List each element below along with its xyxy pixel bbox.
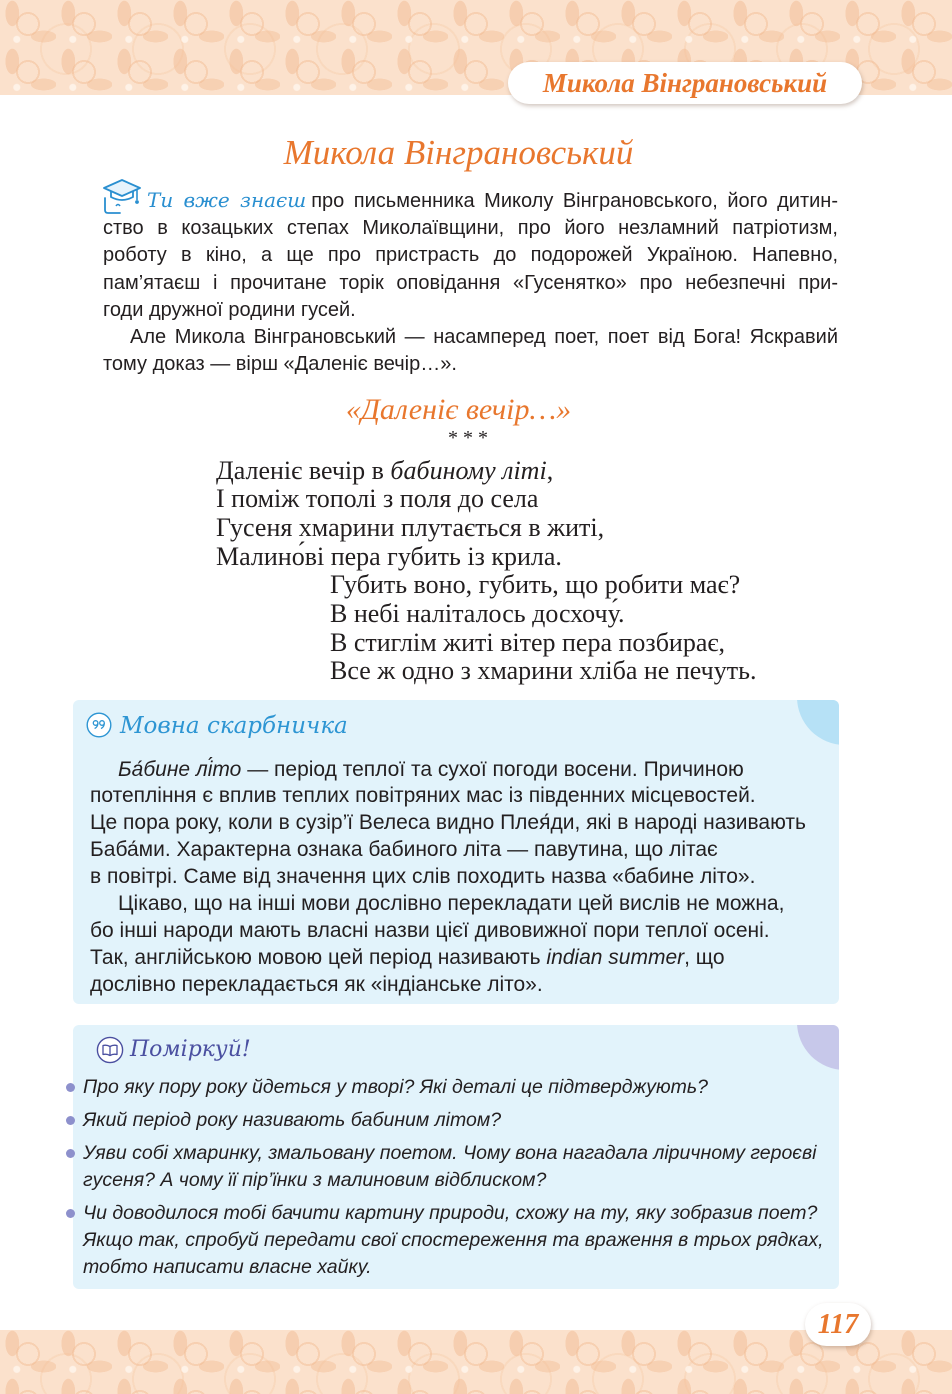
- question-line: гусеня? А чому її пір’їнки з малиновим відблиском?: [83, 1168, 547, 1191]
- question-line: Уяви собі хмаринку, змальовану поетом. Чому вона нагадала ліричному героєві: [83, 1141, 817, 1164]
- bullet-dot: [66, 1083, 75, 1092]
- vocab-line: Цікаво, що на інші мови дослівно перекладати цей вислів не можна,: [118, 891, 785, 915]
- poem-line: Малино́ві пера губить із крила.: [216, 541, 562, 571]
- question-item: [83, 1074, 833, 1101]
- intro-line: пам’ятаєш і прочитане торік оповідання «Гусенятко» про небезпечні при-: [103, 271, 838, 294]
- vocab-foreign-term: indian summer: [546, 945, 685, 969]
- bottom-ornament-band: [0, 1330, 952, 1394]
- vocab-line: потепління є вплив теплих повітряних мас із південних місцевостей.: [90, 784, 756, 808]
- vocab-box: [73, 700, 839, 1004]
- vocab-line-text: Так, англійською мовою цей період називають: [90, 945, 547, 969]
- poem-line: [216, 457, 756, 486]
- intro-section: [103, 188, 838, 378]
- running-header: Микола Вінграновський: [508, 62, 862, 104]
- poem-line: Гусеня хмарини плутається в житі,: [216, 512, 605, 542]
- question-line: Якщо так, спробуй передати свої спостереження та враження в трьох рядках,: [83, 1228, 824, 1251]
- think-box-heading: Поміркуй!: [130, 1037, 251, 1062]
- corner-circle-decoration: [797, 1025, 839, 1070]
- question-line: Про яку пору року йдеться у творі? Які деталі це підтверджують?: [83, 1075, 708, 1098]
- book-icon: [96, 1036, 124, 1064]
- intro-line: тому доказ — вірш «Даленіє вечір…».: [103, 353, 457, 376]
- question-line: Який період року називають бабиним літом?: [83, 1108, 502, 1131]
- intro-line: Але Микола Вінграновський — насамперед поет, поет від Бога! Яскравий: [130, 325, 838, 348]
- intro-line: роботу в кіно, а ще про пристрасть до подорожей Україною. Напевно,: [103, 244, 838, 267]
- vocab-term: Ба́бине лі́то: [118, 757, 242, 781]
- poem-title: «Даленіє вечір…»: [345, 393, 572, 426]
- vocab-line-text: — період теплої та сухої погоди восени. Причиною: [241, 757, 744, 781]
- vocab-line: [90, 757, 806, 784]
- poem-stanza: [216, 457, 756, 687]
- intro-line-text: про письменника Миколу Вінграновського, його дитин-: [311, 190, 838, 212]
- question-line: Чи доводилося тобі бачити картину природи, схожу на ту, яку зобразив поет?: [83, 1201, 818, 1224]
- bullet-dot: [66, 1209, 75, 1218]
- page-number: 117: [805, 1303, 871, 1346]
- graduation-cap-icon: [103, 188, 147, 215]
- vocab-box-text: [90, 757, 806, 999]
- question-item: [83, 1140, 833, 1194]
- poem-line-text: ,: [546, 455, 554, 485]
- intro-line: годи дружної родини гусей.: [103, 298, 356, 321]
- poem-separator: * * *: [448, 427, 488, 449]
- bullet-dot: [66, 1116, 75, 1125]
- vocab-line-text: , що: [684, 945, 725, 969]
- page-title: Микола Вінграновський: [283, 133, 634, 172]
- corner-circle-decoration: [797, 700, 839, 745]
- vocab-line: в повітрі. Саме від значення цих слів походить назва «бабине літо».: [90, 865, 756, 889]
- question-list: [83, 1074, 833, 1281]
- poem-line: І поміж тополі з поля до села: [216, 484, 539, 514]
- vocab-box-heading: Мовна скарбничка: [120, 713, 348, 739]
- think-box: [73, 1025, 839, 1289]
- vocab-line: дослівно перекладається як «індіанське літо».: [90, 972, 543, 996]
- vocab-line: Баба́ми. Характерна ознака бабиного літа — павутина, що літає: [90, 838, 718, 862]
- vocab-line: бо інші народи мають власні назви цієї дивовижної пори теплої осені.: [90, 918, 770, 942]
- poem-line: В стиглім житі вітер пера позбирає,: [330, 627, 726, 657]
- vocab-line: [90, 945, 806, 972]
- intro-line: [103, 188, 838, 215]
- intro-lead: Ти вже знаєш: [147, 188, 307, 212]
- intro-line: ство в козацьких степах Миколаївщини, про його незламний патріотизм,: [103, 217, 838, 240]
- quote-icon: [86, 712, 112, 738]
- poem-line-italic: бабиному літі: [390, 455, 547, 485]
- poem-line-text: Даленіє вечір в: [216, 455, 391, 485]
- poem-line: В небі наліталось досхочу́.: [330, 599, 625, 629]
- bullet-dot: [66, 1149, 75, 1158]
- poem-line: Губить воно, губить, що робити має?: [330, 570, 741, 600]
- question-item: [83, 1107, 833, 1134]
- question-item: [83, 1200, 833, 1281]
- poem-line: Все ж одно з хмарини хліба не печуть.: [330, 656, 757, 686]
- question-line: тобто написати власне хайку.: [83, 1255, 372, 1278]
- vocab-line: Це пора року, коли в сузір’ї Велеса видно Плея́ди, які в народі називають: [90, 811, 806, 835]
